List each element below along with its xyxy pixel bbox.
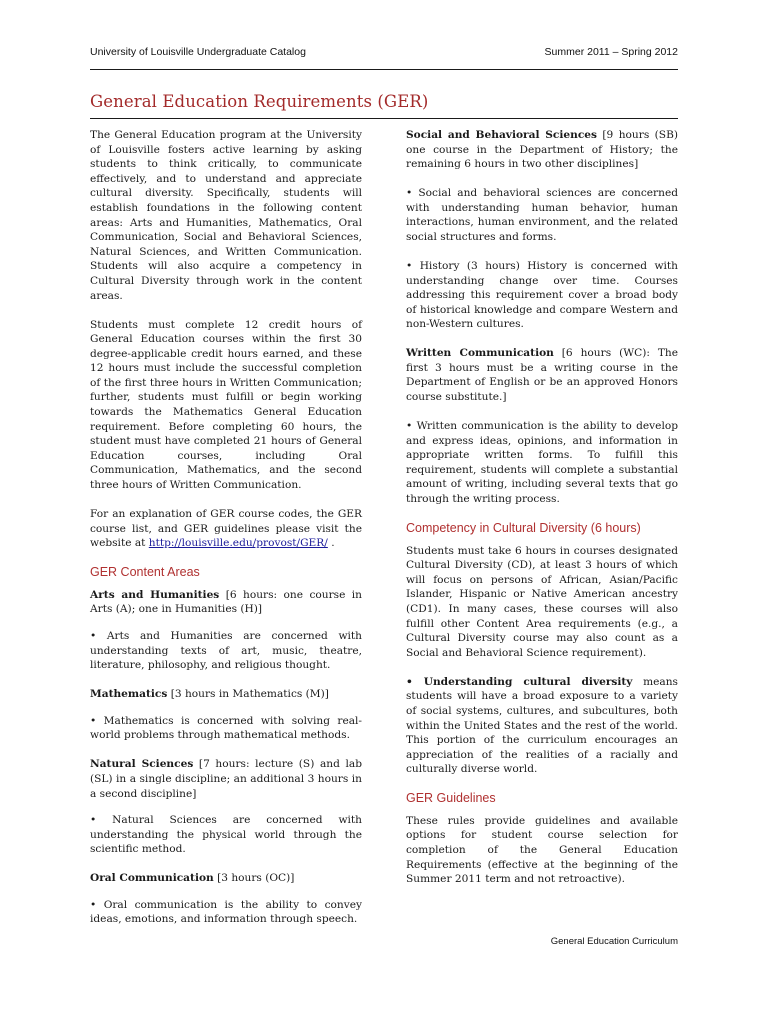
cultural-diversity-paragraph: Students must take 6 hours in courses designated Cultural Diversity (CD), at least 3 hours of which will focus on persons of African, Asian/Pacific Islander, Hispanic or Native American ancestry (CD1). In many cases, these courses will also fulfill other Content Area requirements (e.g., a Cultural Diversity course may also count as a Social and Behavioral Science requirement). xyxy=(406,544,678,659)
guidelines-heading: GER Guidelines xyxy=(406,791,496,806)
social-sciences-description: • Social and behavioral sciences are concerned with understanding human behavior, human interactions, human environment, and the related social structures and forms. xyxy=(406,187,678,243)
left-column xyxy=(90,128,362,941)
mathematics-label: Mathematics xyxy=(90,688,168,701)
explanation-text: For an explanation of GER course codes, the GER course list, and GER guidelines please visit the website at xyxy=(90,508,362,550)
natural-sciences-description: • Natural Sciences are concerned with understanding the physical world through the scientific method. xyxy=(90,814,362,856)
running-header xyxy=(90,46,678,64)
oral-communication-description: • Oral communication is the ability to convey ideas, emotions, and information through speech. xyxy=(90,898,362,926)
mathematics-description: • Mathematics is concerned with solving real-world problems through mathematical methods. xyxy=(90,714,362,742)
cultural-diversity-heading: Competency in Cultural Diversity (6 hours) xyxy=(406,521,641,536)
header-divider xyxy=(90,69,678,70)
intro-paragraph: The General Education program at the University of Louisville fosters active learning by asking students to think critically, to communicate effectively, and to understand and appreciate cultural diversity. Specifically, students will establish foundations in the following content areas: Arts and Humanities, Mathematics, Oral Communication, Social and Behavioral Sciences, Natural Sciences, and Written Communication. Students will also acquire a competency in Cultural Diversity through work in the content areas. xyxy=(90,129,362,302)
understanding-diversity-text: means students will have a broad exposure to a variety of social systems, cultures, and subcultures, both within the United States and the rest of the world. This portion of the curriculum encourages an appreciation of the realities of a racially and culturally diverse world. xyxy=(406,675,678,776)
mathematics-requirement xyxy=(90,687,362,702)
arts-humanities-label: Arts and Humanities xyxy=(90,588,220,601)
catalog-title: University of Louisville Undergraduate Catalog xyxy=(90,46,306,58)
title-divider xyxy=(90,118,678,119)
content-areas-heading: GER Content Areas xyxy=(90,565,200,580)
right-column xyxy=(406,128,678,901)
written-communication-label: Written Communication xyxy=(406,347,554,360)
written-communication-hours: [6 hours (WC): The first 3 hours must be a writing course in the Department of English or be an approved Honors course substitute.] xyxy=(406,347,678,404)
ger-website-link[interactable]: http://louisville.edu/provost/GER/ xyxy=(148,537,328,550)
natural-sciences-label: Natural Sciences xyxy=(90,758,194,771)
explanation-end: . xyxy=(327,537,335,550)
oral-communication-hours: [3 hours (OC)] xyxy=(213,872,295,885)
natural-sciences-requirement xyxy=(90,757,362,801)
arts-humanities-hours: [6 hours: one course in Arts (A); one in Humanities (H)] xyxy=(90,588,362,616)
understanding-diversity-paragraph xyxy=(406,675,678,777)
history-description: • History (3 hours) History is concerned with understanding change over time. Courses addressing this requirement cover a broad body of historical knowledge and compare Western and non-Western cultures. xyxy=(406,259,678,331)
guidelines-paragraph: These rules provide guidelines and available options for student course selection for completion of the General Education Requirements (effective at the beginning of the Summer 2011 term and not retroactive). xyxy=(406,814,678,886)
arts-humanities-description: • Arts and Humanities are concerned with understanding texts of art, music, theatre, literature, philosophy, and religious thought. xyxy=(90,629,362,672)
page-title: General Education Requirements (GER) xyxy=(90,92,429,111)
explanation-paragraph xyxy=(90,507,362,551)
mathematics-hours: [3 hours in Mathematics (M)] xyxy=(167,688,329,701)
running-footer: General Education Curriculum xyxy=(550,936,678,947)
understanding-diversity-label: • Understanding cultural diversity xyxy=(406,675,633,688)
social-sciences-requirement xyxy=(406,128,678,172)
natural-sciences-hours: [7 hours: lecture (S) and lab (SL) in a single discipline; an additional 3 hours in a second discipline] xyxy=(90,758,362,800)
social-sciences-hours: [9 hours (SB) one course in the Department of History; the remaining 6 hours in two other disciplines] xyxy=(406,129,678,171)
social-sciences-label: Social and Behavioral Sciences xyxy=(406,129,597,141)
oral-communication-requirement xyxy=(90,871,362,886)
arts-humanities-requirement xyxy=(90,588,362,617)
catalog-term: Summer 2011 – Spring 2012 xyxy=(544,46,678,58)
requirements-paragraph: Students must complete 12 credit hours of General Education courses within the first 30 degree-applicable credit hours earned, and these 12 hours must include the successful completion of the first three hours in Written Communication; further, students must fulfill or begin working towards the Mathematics General Education requirement. Before completing 60 hours, the student must have completed 21 hours of General Education courses, including Oral Communication, Mathematics, and the second three hours of Written Communication. xyxy=(90,318,362,492)
written-communication-description: • Written communication is the ability to develop and express ideas, opinions, and information in appropriate written forms. To fulfill this requirement, students will complete a substantial amount of writing, including several texts that go through the writing process. xyxy=(406,420,678,506)
written-communication-requirement xyxy=(406,346,678,404)
oral-communication-label: Oral Communication xyxy=(90,872,214,885)
